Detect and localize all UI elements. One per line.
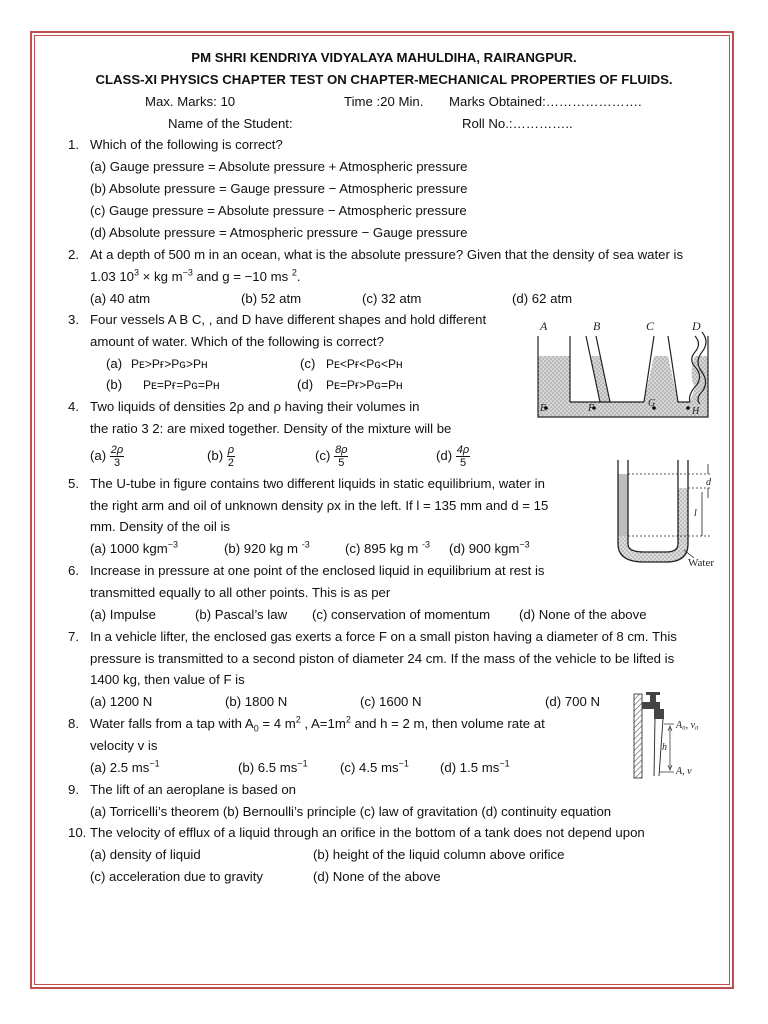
q9-number: 9.	[68, 782, 79, 797]
fig-label-l-dim: l	[694, 508, 697, 519]
q7-option-d: (d) 700 N	[545, 694, 600, 709]
fig-label-d: D	[692, 319, 701, 333]
four-vessels-figure	[530, 318, 716, 422]
fig-label-h: h	[662, 742, 667, 753]
fig-label-c: C	[646, 319, 655, 333]
fig-label-a-v: A, v	[676, 766, 692, 777]
tap-figure	[632, 690, 712, 780]
q3-option-b-label: (b)	[106, 377, 123, 392]
q10-line1: The velocity of efflux of a liquid through an orifice in the bottom of a tank does not depend upon	[90, 825, 645, 840]
q3-number: 3.	[68, 312, 79, 327]
q7-line2: pressure is transmitted to a second piston of diameter 24 cm. If the mass of the vehicle to be lifted is	[90, 651, 675, 666]
q5-line1: The U-tube in figure contains two different liquids in static equilibrium, water in	[90, 476, 545, 491]
q7-line3: 1400 kg, then value of F is	[90, 672, 245, 687]
q3-option-a: Pᴇ>Pғ>Pɢ>Pʜ	[131, 357, 208, 371]
fig-label-h: H	[692, 406, 700, 417]
q3-line2: amount of water. Which of the following is correct?	[90, 334, 384, 349]
q10-option-b: (b) height of the liquid column above orifice	[313, 847, 565, 862]
q4-option-a: (a) $\frac{2\rho}{3}$	[90, 444, 124, 470]
q3-option-d: Pᴇ=Pғ>Pɢ=Pʜ	[326, 378, 403, 392]
q4-option-d: (d) $\frac{4\rho}{5}$	[436, 444, 470, 470]
q10-option-d: (d) None of the above	[313, 869, 441, 884]
q9-line1: The lift of an aeroplane is based on	[90, 782, 297, 797]
q6-option-d: (d) None of the above	[519, 607, 647, 622]
q5-option-a: (a) 1000 kgm$^{-3}$	[90, 539, 178, 556]
q7-number: 7.	[68, 629, 79, 644]
fig-label-water: Water	[688, 557, 714, 569]
q9-options: (a) Torricelli’s theorem (b) Bernoulli’s principle (c) law of gravitation (d) continuity equation	[90, 804, 612, 819]
q3-option-b: Pᴇ=Pғ=Pɢ=Pʜ	[143, 378, 220, 392]
q5-option-b: (b) 920 kg m $^{-3}$	[224, 539, 310, 556]
q1-option-c: (c) Gauge pressure = Absolute pressure − Atmospheric pressure	[90, 203, 467, 218]
q8-option-b: (b) 6.5 $ms^{-1}$	[238, 758, 308, 775]
q3-option-d-label: (d)	[297, 377, 314, 392]
q2-option-a: (a) 40 atm	[90, 291, 151, 306]
q4-line2: the ratio 3 2: are mixed together. Density of the mixture will be	[90, 421, 452, 436]
q2-line1: At a depth of 500 m in an ocean, what is the absolute pressure? Given that the density of sea water is	[90, 247, 684, 262]
q5-line2: the right arm and oil of unknown density ρx in the left. If l = 135 mm and d = 15	[90, 498, 549, 513]
q10-option-c: (c) acceleration due to gravity	[90, 869, 263, 884]
q2-line2: 1.03 $10^3$ × kg $m^{-3}$ and g = −10 ms $^2$.	[90, 267, 301, 284]
school-name: PM SHRI KENDRIYA VIDYALAYA MAHULDIHA, RAIRANGPUR.	[191, 50, 577, 65]
q6-option-b: (b) Pascal’s law	[195, 607, 288, 622]
q8-line2: velocity v is	[90, 738, 158, 753]
fig-label-d-dim: d	[706, 477, 711, 488]
roll-no-label: Roll No.:…………..	[462, 116, 573, 131]
q1-option-d: (d) Absolute pressure = Atmospheric pressure − Gauge pressure	[90, 225, 468, 240]
student-name-label: Name of the Student:	[168, 116, 293, 131]
q4-option-b: (b) $\frac{\rho}{2}$	[207, 444, 235, 470]
q6-option-a: (a) Impulse	[90, 607, 156, 622]
u-tube-figure	[608, 456, 724, 570]
q1-option-b: (b) Absolute pressure = Gauge pressure − Atmospheric pressure	[90, 181, 468, 196]
q1-number: 1.	[68, 137, 79, 152]
marks-obtained: Marks Obtained:………………….	[449, 94, 642, 109]
fig-label-e: E	[540, 403, 547, 414]
q7-option-b: (b) 1800 N	[225, 694, 288, 709]
q5-option-d: (d) 900 kgm$^{-3}$	[449, 539, 530, 556]
q2-option-b: (b) 52 atm	[241, 291, 302, 306]
q1-text: Which of the following is correct?	[90, 137, 283, 152]
q6-line2: transmitted equally to all other points. This is as per	[90, 585, 391, 600]
q8-option-c: (c) 4.5 $ms^{-1}$	[340, 758, 409, 775]
q10-option-a: (a) density of liquid	[90, 847, 201, 862]
q10-number: 10.	[68, 825, 87, 840]
q6-number: 6.	[68, 563, 79, 578]
q7-line1: In a vehicle lifter, the enclosed gas exerts a force F on a small piston having a diameter of 8 cm. This	[90, 629, 677, 644]
q3-option-c-label: (c)	[300, 356, 316, 371]
q4-line1: Two liquids of densities 2ρ and ρ having their volumes in	[90, 399, 420, 414]
q8-line1: Water falls from a tap with $A_0 = 4$ $m^2$ , $A=1m^2$ and h = 2 m, then volume rate at	[90, 714, 545, 734]
q3-line1: Four vessels A B C, , and D have different shapes and hold different	[90, 312, 487, 327]
q8-option-d: (d) 1.5 $ms^{-1}$	[440, 758, 510, 775]
max-marks: Max. Marks: 10	[145, 94, 236, 109]
q6-line1: Increase in pressure at one point of the enclosed liquid in equilibrium at rest is	[90, 563, 545, 578]
q8-option-a: (a) 2.5 $ms^{-1}$	[90, 758, 160, 775]
q5-line3: mm. Density of the oil is	[90, 519, 230, 534]
q3-option-a-label: (a)	[106, 356, 123, 371]
time-allowed: Time :20 Min.	[344, 94, 424, 109]
q4-option-c: (c) $\frac{8\rho}{5}$	[315, 444, 348, 470]
q7-option-c: (c) 1600 N	[360, 694, 422, 709]
q2-option-c: (c) 32 atm	[362, 291, 422, 306]
q5-number: 5.	[68, 476, 79, 491]
q6-option-c: (c) conservation of momentum	[312, 607, 491, 622]
q8-number: 8.	[68, 716, 79, 731]
test-title: CLASS-XI PHYSICS CHAPTER TEST ON CHAPTER-MECHANICAL PROPERTIES OF FLUIDS.	[95, 72, 673, 87]
fig-label-b: B	[593, 319, 601, 333]
q1-option-a: (a) Gauge pressure = Absolute pressure + Atmospheric pressure	[90, 159, 468, 174]
q3-option-c: Pᴇ<Pғ<Pɢ<Pʜ	[326, 357, 403, 371]
fig-label-a0-v0: A₀, v₀	[676, 720, 699, 731]
fig-label-a: A	[540, 319, 548, 333]
fig-label-g: G	[648, 398, 656, 409]
fig-label-f: F	[588, 403, 595, 414]
q5-option-c: (c) 895 kg m $^{-3}$	[345, 539, 430, 556]
q7-option-a: (a) 1200 N	[90, 694, 153, 709]
q2-number: 2.	[68, 247, 79, 262]
q4-number: 4.	[68, 399, 79, 414]
q2-option-d: (d) 62 atm	[512, 291, 573, 306]
